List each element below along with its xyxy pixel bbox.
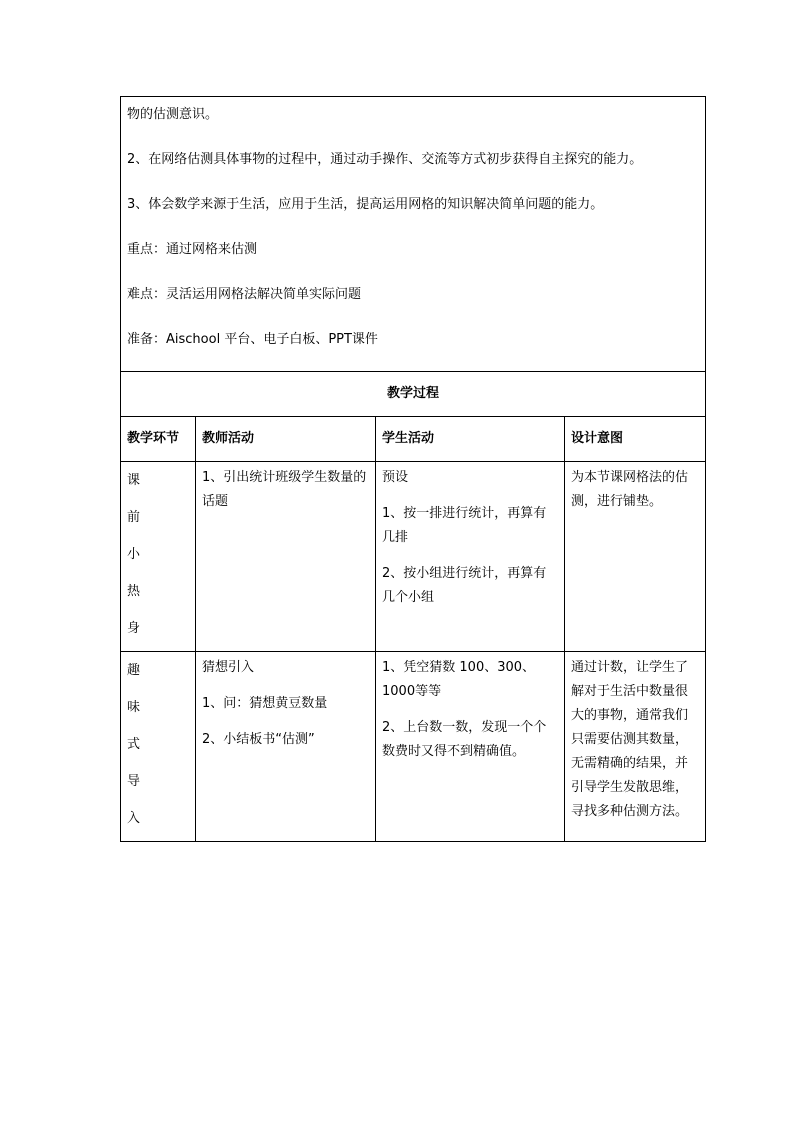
stage-char: 小 [127,547,141,562]
stage-cell [121,652,196,842]
preparation: 准备：Aischool 平台、电子白板、PPT课件 [127,332,378,347]
objective-line-1: 2、在网络估测具体事物的过程中，通过动手操作、交流等方式初步获得自主探究的能力。 [127,152,643,167]
student-activity-text: 1、凭空猜数 100、300、1000等等 [382,660,536,699]
teacher-activity-cell [196,462,376,652]
stage-char: 身 [127,621,141,636]
stage-char: 前 [127,510,141,525]
stage-char: 味 [127,700,141,715]
stage-char: 趣 [127,663,141,678]
process-title-row [121,372,706,417]
stage-char: 式 [127,737,141,752]
stage-char: 课 [127,473,141,488]
header-stage: 教学环节 [121,417,196,462]
student-activity-text: 预设 [382,470,409,485]
student-activity-text: 1、按一排进行统计，再算有几排 [382,506,547,545]
design-intent-text: 为本节课网格法的估测，进行铺垫。 [571,470,689,509]
table-header-row [121,417,706,462]
design-intent-text: 通过计数，让学生了解对于生活中数量很大的事物，通常我们只需要估测其数量，无需精确的结果，并引导学生发散思维，寻找多种估测方法。 [571,660,689,819]
student-activity-cell [376,462,565,652]
teacher-activity-text: 猜想引入 [202,660,255,675]
header-teacher: 教师活动 [196,417,376,462]
objectives-cell [121,97,706,372]
teacher-activity-text: 2、小结板书“估测” [202,732,315,747]
stage-char: 导 [127,774,141,789]
stage-cell [121,462,196,652]
design-intent-cell [565,462,706,652]
header-student: 学生活动 [376,417,565,462]
stage-char: 热 [127,584,141,599]
process-title: 教学过程 [121,372,706,417]
objectives-row [121,97,706,372]
teacher-activity-text: 1、问：猜想黄豆数量 [202,696,328,711]
design-intent-cell [565,652,706,842]
teacher-activity-text: 1、引出统计班级学生数量的话题 [202,470,367,509]
student-activity-text: 2、上台数一数，发现一个个数费时又得不到精确值。 [382,720,547,759]
key-point: 重点：通过网格来估测 [127,242,258,257]
stage-char: 入 [127,811,141,826]
header-design: 设计意图 [565,417,706,462]
objective-line-2: 3、体会数学来源于生活，应用于生活，提高运用网格的知识解决简单问题的能力。 [127,197,604,212]
table-row [121,652,706,842]
table-row [121,462,706,652]
objective-line-0: 物的估测意识。 [127,107,219,122]
difficulty: 难点：灵活运用网格法解决简单实际问题 [127,287,362,302]
student-activity-text: 2、按小组进行统计，再算有几个小组 [382,566,547,605]
student-activity-cell [376,652,565,842]
teacher-activity-cell [196,652,376,842]
lesson-plan-table [120,96,706,842]
